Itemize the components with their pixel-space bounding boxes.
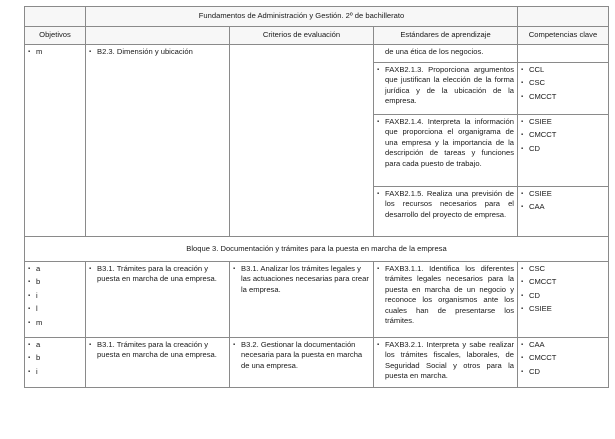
- competencia-item: ▪ CSC: [521, 264, 605, 274]
- contenido-cell: [86, 45, 230, 237]
- objetivo-item: ▪ m: [28, 318, 82, 328]
- objetivo-item: ▪ i: [28, 291, 82, 301]
- competencia-item: ▪ CMCCT: [521, 130, 605, 140]
- competencias-cell: [518, 63, 609, 115]
- standard-cell: [374, 338, 518, 388]
- contenido-item: ▪ B3.1. Trámites para la creación y puesta en marcha de una empresa.: [89, 340, 226, 361]
- objetivos-cell: [25, 338, 86, 388]
- objetivo-item: ▪ i: [28, 367, 82, 377]
- header-corner-cell: [25, 7, 86, 27]
- objetivos-cell: [25, 45, 86, 237]
- criterio-cell: [230, 45, 374, 237]
- contenido-item: ▪ B2.3. Dimensión y ubicación: [89, 47, 226, 57]
- competencias-cell: [518, 338, 609, 388]
- standard-cell: [374, 262, 518, 338]
- standard-cell: [374, 187, 518, 237]
- standard-item: ▪ FAXB2.1.3. Proporciona argumentos que justifican la elección de la forma jurídica y de la ubicación de la empresa.: [377, 65, 514, 107]
- competencia-item: ▪ CD: [521, 291, 605, 301]
- competencia-item: ▪ CSIEE: [521, 189, 605, 199]
- competencia-item: ▪ CAA: [521, 340, 605, 350]
- header-estandares: Estándares de aprendizaje: [374, 27, 518, 45]
- header-competencias: Competencias clave: [518, 27, 609, 45]
- contenido-cell: [86, 338, 230, 388]
- block-title: Bloque 3. Documentación y trámites para la puesta en marcha de la empresa: [25, 237, 609, 262]
- standard-cell: [374, 63, 518, 115]
- objetivo-item: ▪ b: [28, 353, 82, 363]
- objetivo-item: ▪ b: [28, 277, 82, 287]
- objetivo-item: ▪ m: [28, 47, 82, 57]
- standard-item: ▪ FAXB2.1.5. Realiza una previsión de los recursos necesarios para el desarrollo del proyecto de empresa.: [377, 189, 514, 220]
- continuation-text: de una ética de los negocios.: [385, 47, 484, 56]
- competencia-item: ▪ CCL: [521, 65, 605, 75]
- header-corner-cell: [518, 7, 609, 27]
- table-title: Fundamentos de Administración y Gestión. 2º de bachillerato: [86, 7, 518, 27]
- objetivo-item: ▪ l: [28, 304, 82, 314]
- standard-item: ▪ FAXB3.1.1. Identifica los diferentes trámites legales necesarios para la puesta en marcha de un negocio y reconoce los organismos ante los cuales han de presentarse los trámites.: [377, 264, 514, 326]
- competencias-cell: [518, 187, 609, 237]
- contenido-cell: [86, 262, 230, 338]
- competencia-item: ▪ CD: [521, 367, 605, 377]
- competencia-item: ▪ CD: [521, 144, 605, 154]
- objetivos-cell: [25, 262, 86, 338]
- competencia-item: ▪ CMCCT: [521, 277, 605, 287]
- competencias-cell: [518, 45, 609, 63]
- criterio-item: ▪ B3.2. Gestionar la documentación necesaria para la puesta en marcha de una empresa.: [233, 340, 370, 371]
- standard-item: ▪ FAXB2.1.4. Interpreta la información que proporciona el organigrama de una empresa y la importancia de la descripción de tareas y funciones para cada puesto de trabajo.: [377, 117, 514, 169]
- contenido-item: ▪ B3.1. Trámites para la creación y puesta en marcha de una empresa.: [89, 264, 226, 285]
- standard-item: ▪ FAXB3.2.1. Interpreta y sabe realizar los trámites fiscales, laborales, de Seguridad Social y otros para la puesta en marcha.: [377, 340, 514, 382]
- standard-cell: [374, 115, 518, 187]
- header-criterios: Criterios de evaluación: [230, 27, 374, 45]
- competencias-cell: [518, 115, 609, 187]
- curriculum-table: [24, 6, 609, 388]
- header-objetivos: Objetivos: [25, 27, 86, 45]
- competencia-item: ▪ CSIEE: [521, 117, 605, 127]
- criterio-item: ▪ B3.1. Analizar los trámites legales y las actuaciones necesarias para crear la empresa.: [233, 264, 370, 295]
- objetivo-item: ▪ a: [28, 340, 82, 350]
- competencia-item: ▪ CSIEE: [521, 304, 605, 314]
- criterio-cell: [230, 262, 374, 338]
- criterio-cell: [230, 338, 374, 388]
- competencia-item: ▪ CSC: [521, 78, 605, 88]
- competencia-item: ▪ CMCCT: [521, 92, 605, 102]
- competencia-item: ▪ CAA: [521, 202, 605, 212]
- standard-continuation: [374, 45, 518, 63]
- competencias-cell: [518, 262, 609, 338]
- objetivo-item: ▪ a: [28, 264, 82, 274]
- header-contenidos: [86, 27, 230, 45]
- competencia-item: ▪ CMCCT: [521, 353, 605, 363]
